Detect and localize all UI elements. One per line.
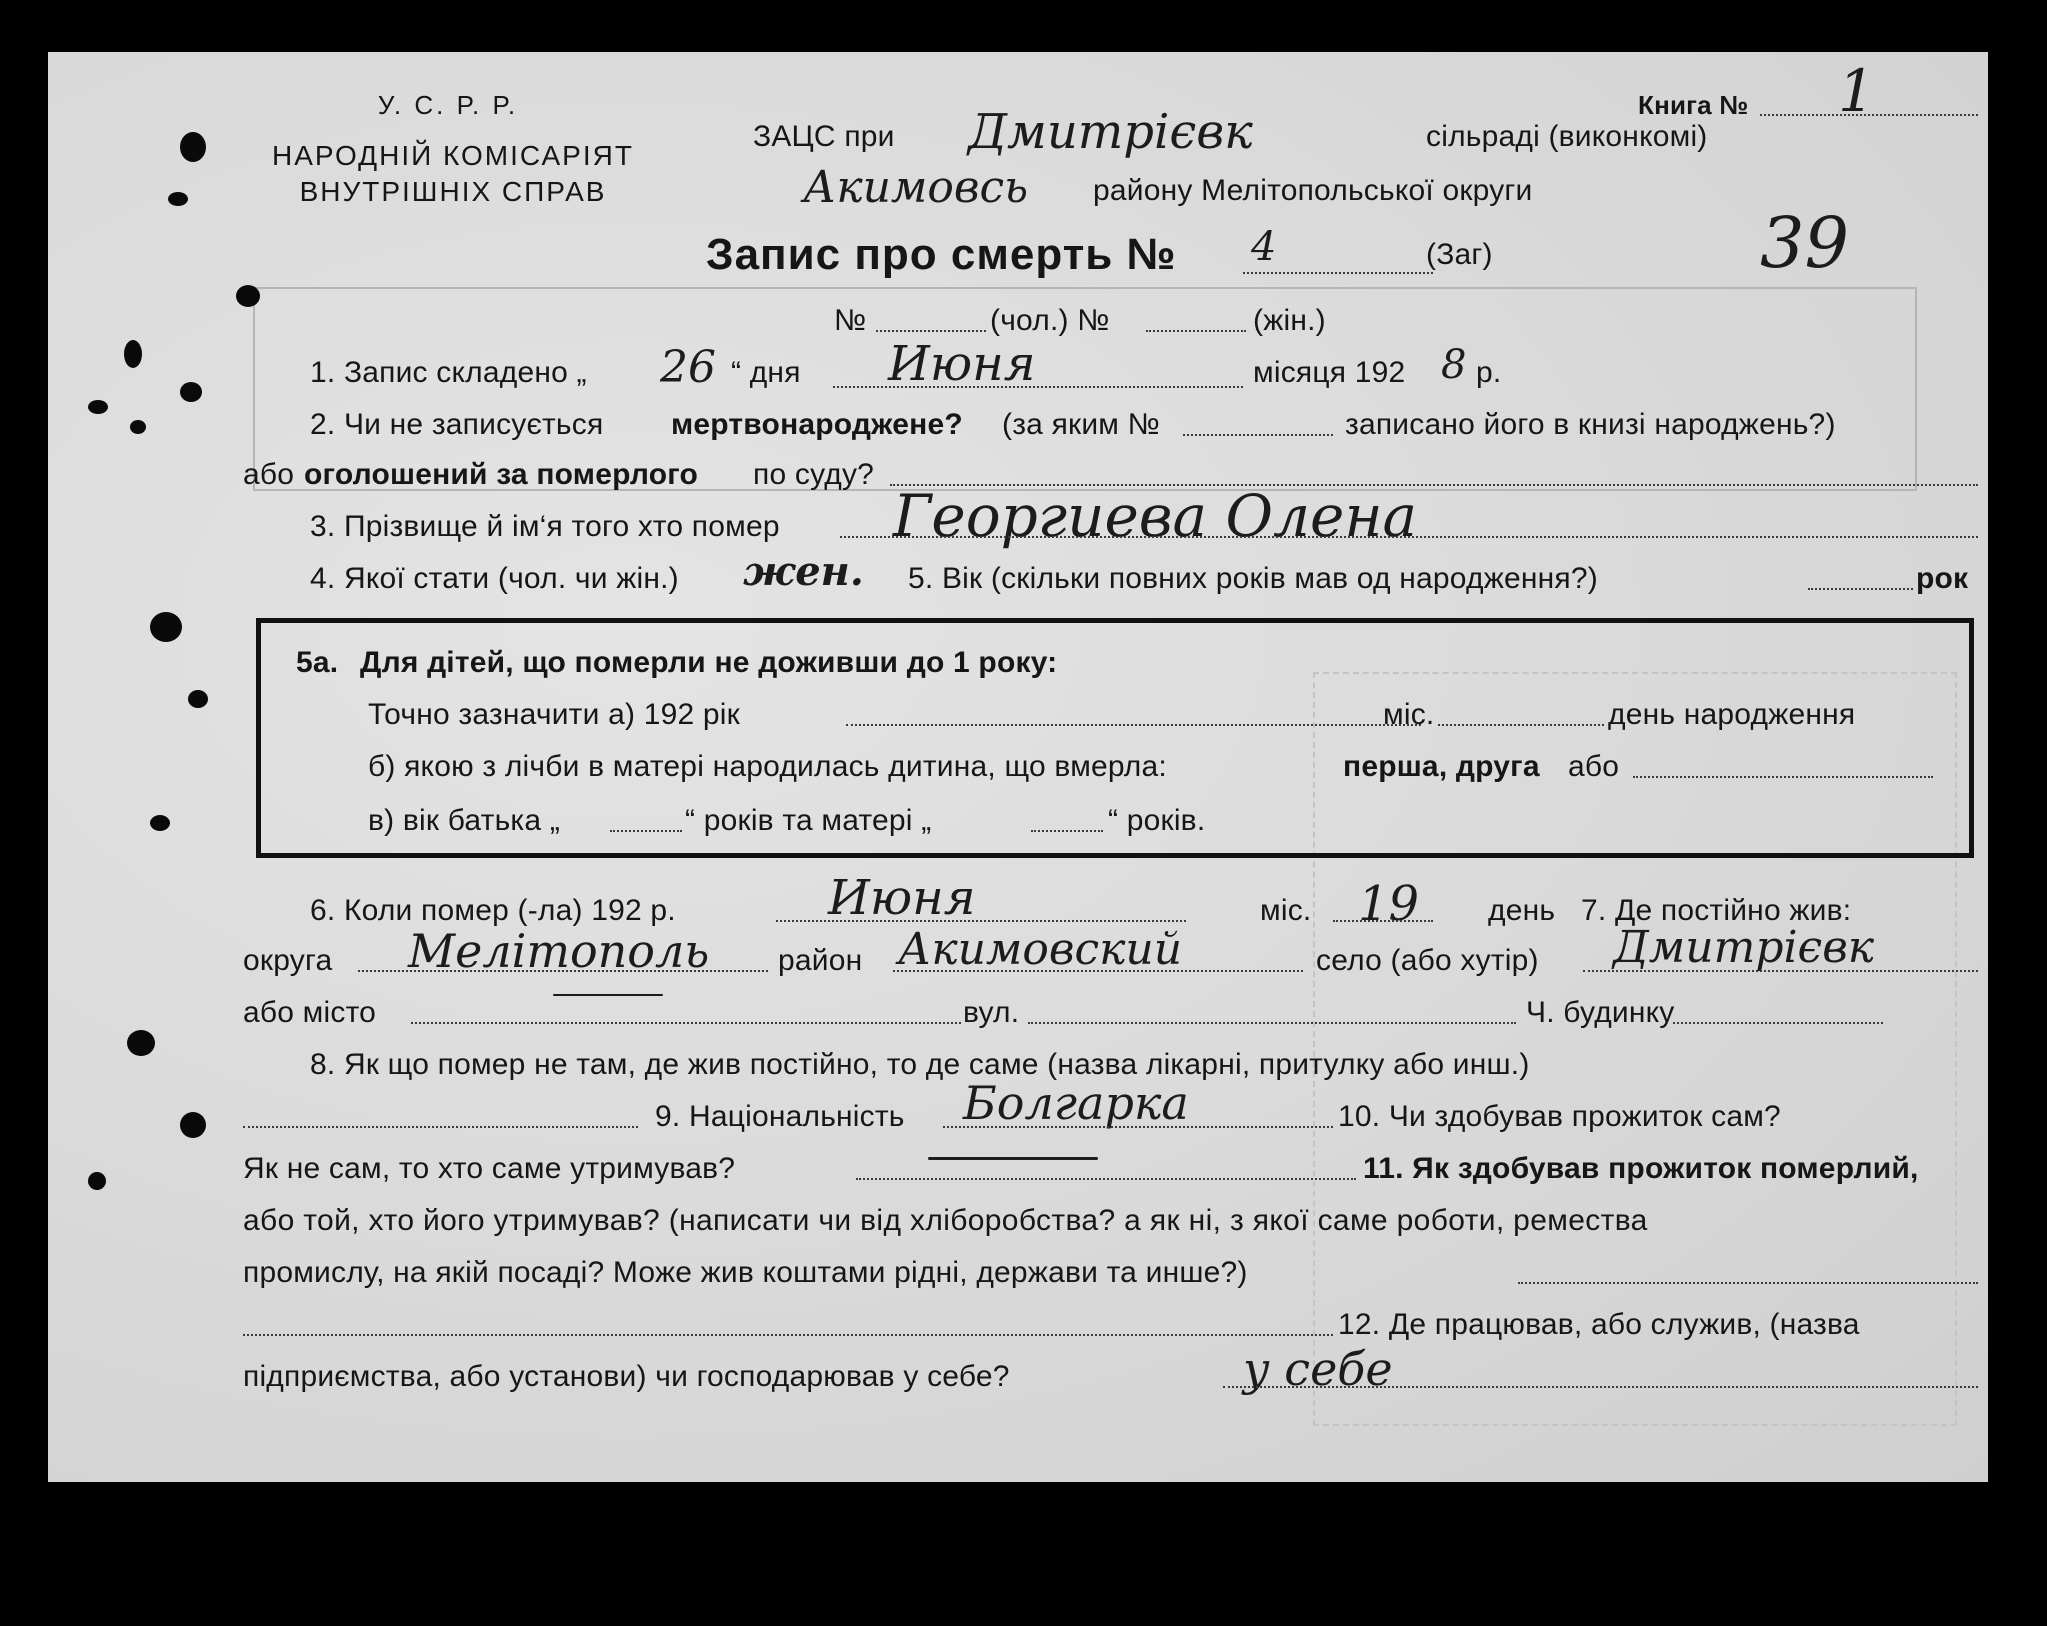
punch-hole: [180, 1112, 206, 1138]
punch-hole: [150, 815, 170, 831]
field2-stillborn: мертвонароджене?: [671, 408, 963, 441]
village-council-handwritten: Дмитрієвк: [968, 104, 1253, 160]
field6-label: 6. Коли помер (-ла) 192 р.: [310, 894, 676, 927]
field1-month-line: [833, 386, 1243, 388]
female-number-label: (жін.): [1253, 304, 1326, 337]
punch-hole: [130, 420, 146, 434]
district-suffix: району Мелітопольської округи: [1093, 174, 1533, 207]
field3-name-handwritten: Георгиева Олена: [893, 482, 1418, 550]
infant-line1-month-line: [1438, 724, 1604, 726]
field5-label: 5. Вік (скільки повних років мав од народження?): [908, 562, 1598, 595]
republic-label: У. С. Р. Р.: [377, 90, 519, 120]
zag-label: (Заг): [1426, 238, 1493, 271]
street-line: [1028, 1022, 1516, 1024]
punch-hole: [180, 132, 206, 162]
field9-label: 9. Національність: [655, 1100, 905, 1133]
infant-section-number: 5а.: [296, 646, 339, 679]
infant-line1-day: день народження: [1608, 698, 1856, 731]
field8-line: [243, 1126, 638, 1128]
field1-day-label: “ дня: [731, 356, 801, 389]
field2-number-line: [1183, 434, 1333, 436]
field2-court: по суду?: [753, 458, 875, 491]
female-number-line: [1146, 330, 1246, 332]
punch-hole: [88, 1172, 106, 1190]
field7-label: 7. Де постійно жив:: [1581, 894, 1852, 927]
field6-day-line: [1333, 920, 1433, 922]
field1-year-label: місяця 192: [1253, 356, 1406, 389]
field1-month-handwritten: Июня: [888, 336, 1036, 392]
punch-hole: [150, 612, 182, 642]
punch-hole: [236, 285, 260, 307]
okruha-handwritten: Мелітополь: [408, 924, 710, 978]
selo-label: село (або хутір): [1316, 944, 1539, 977]
infant-line2-line: [1633, 776, 1933, 778]
record-number-line: [1243, 272, 1433, 274]
ink-stroke: [928, 1157, 1098, 1160]
field9-handwritten: Болгарка: [963, 1076, 1189, 1130]
raion-handwritten: Акимовский: [898, 924, 1183, 975]
field8-label: 8. Як що помер не там, де жив постійно, то де саме (назва лікарні, притулку або инш.): [310, 1048, 1530, 1081]
field12-line2: підприємства, або установи) чи господарював у себе?: [243, 1360, 1010, 1393]
ministry-line2: ВНУТРІШНІХ СПРАВ: [299, 176, 607, 207]
field11-line3: промислу, на якій посаді? Може жив коштами рідні, держави та инше?): [243, 1256, 1248, 1289]
misto-label: або місто: [243, 996, 377, 1029]
infant-line3-father-line: [610, 830, 682, 832]
record-number-handwritten: 4: [1251, 224, 1277, 270]
infant-line1-month: міс.: [1383, 698, 1435, 731]
field5-age-line: [1808, 588, 1913, 590]
district-handwritten: Акимовсь: [803, 162, 1029, 213]
field2-declared-dead: оголошений за померлого: [304, 458, 699, 491]
infant-line2-order: перша, друга: [1343, 750, 1540, 783]
street-label: вул.: [963, 996, 1020, 1029]
death-record-form: [48, 52, 1988, 1482]
field2-number-label: (за яким №: [1002, 408, 1161, 441]
infant-line1-label: Точно зазначити а) 192 рік: [368, 698, 740, 731]
field12-prefix-line: [243, 1334, 1333, 1336]
raion-line: [893, 970, 1303, 972]
field5-end: рок: [1916, 562, 1969, 595]
ministry-line1: НАРОДНІЙ КОМІСАРІЯТ: [272, 140, 634, 171]
book-number-handwritten: 1: [1838, 57, 1875, 125]
number-label: №: [834, 304, 867, 337]
field1-year-end: р.: [1476, 356, 1502, 389]
okruha-line: [358, 970, 768, 972]
zag-number-handwritten: 39: [1760, 202, 1850, 284]
field10b-line: [856, 1178, 1356, 1180]
building-line: [1673, 1022, 1883, 1024]
infant-line2-or: або: [1568, 750, 1620, 783]
field10-label: 10. Чи здобував прожиток сам?: [1338, 1100, 1781, 1133]
punch-hole: [88, 400, 108, 414]
infant-line1-year-line: [846, 724, 1421, 726]
field2-birth-book: записано його в книзі народжень?): [1345, 408, 1836, 441]
punch-hole: [124, 340, 142, 368]
field10b-label: Як не сам, то хто саме утримував?: [243, 1152, 736, 1185]
infant-line2-label: б) якою з лічби в матері народилась дитина, що вмерла:: [368, 750, 1167, 783]
field1-day-handwritten: 26: [660, 342, 716, 393]
field1-year-handwritten: 8: [1441, 342, 1467, 388]
field4-label: 4. Якої стати (чол. чи жін.): [310, 562, 679, 595]
zacs-label: ЗАЦС при: [753, 120, 895, 153]
field11-line2: або той, хто його утримував? (написати чи від хліборобства? а як ні, з якої саме роботи, ремества: [243, 1204, 1648, 1237]
punch-hole: [168, 192, 188, 206]
punch-hole: [180, 382, 202, 402]
form-title: Запис про смерть №: [706, 230, 1177, 279]
field4-sex-handwritten: жен.: [743, 548, 864, 595]
punch-hole: [127, 1030, 155, 1056]
field12-label: 12. Де працював, або служив, (назва: [1338, 1308, 1860, 1341]
selo-handwritten: Дмитрієвк: [1613, 922, 1875, 973]
field6-month-label: міс.: [1260, 894, 1312, 927]
field2-or: або: [243, 458, 295, 491]
misto-line: [411, 1022, 961, 1024]
field3-label: 3. Прізвище й ім‘я того хто помер: [310, 510, 780, 543]
field6-day-label: день: [1488, 894, 1556, 927]
field11-label: 11. Як здобував прожиток померлий,: [1363, 1152, 1919, 1185]
raion-label: район: [778, 944, 863, 977]
field12-line: [1223, 1386, 1978, 1388]
field11-line: [1518, 1282, 1978, 1284]
field6-month-line: [776, 920, 1186, 922]
male-number-label: (чол.) №: [990, 304, 1110, 337]
village-council-suffix: сільраді (виконкомі): [1426, 120, 1708, 153]
infant-section-title: Для дітей, що померли не доживши до 1 року:: [360, 646, 1058, 679]
infant-line3-mother: “ років та матері „: [685, 804, 932, 837]
selo-line: [1583, 970, 1978, 972]
infant-line3-end: “ років.: [1108, 804, 1206, 837]
field9-line: [943, 1126, 1333, 1128]
male-number-line: [876, 330, 986, 332]
book-label: Книга №: [1638, 90, 1749, 120]
field3-name-line: [840, 536, 1978, 538]
building-label: Ч. будинку: [1526, 996, 1675, 1029]
okruha-label: округа: [243, 944, 333, 977]
field6-day-handwritten: 19: [1358, 876, 1420, 932]
field6-month-handwritten: Июня: [828, 870, 976, 926]
infant-line3-mother-line: [1031, 830, 1103, 832]
infant-line3-father: в) вік батька „: [368, 804, 561, 837]
field12-handwritten: у себе: [1243, 1342, 1393, 1396]
punch-hole: [188, 690, 208, 708]
ink-stroke-2: [553, 994, 663, 996]
field2-label: 2. Чи не записується: [310, 408, 604, 441]
field1-label: 1. Запис складено „: [310, 356, 587, 389]
